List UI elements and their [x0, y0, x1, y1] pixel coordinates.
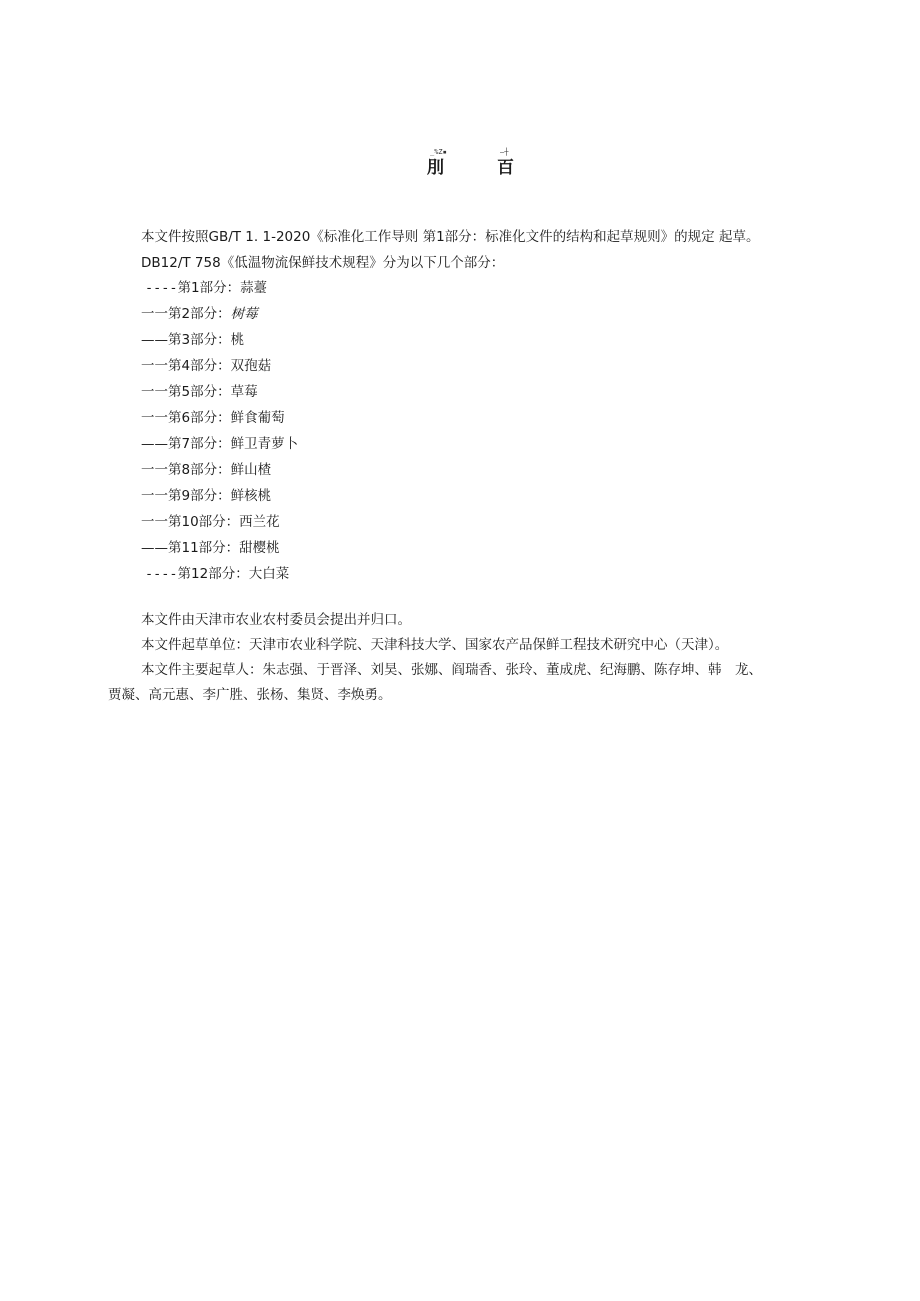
title-char-2: 百	[497, 158, 514, 178]
part-prefix: ----	[145, 280, 178, 296]
title-scan-artifact: —┼	[500, 148, 509, 156]
drafters-line-2: 贾凝、高元惠、李广胜、张杨、集贤、李焕勇。	[108, 687, 392, 703]
part-prefix: 一一	[141, 306, 168, 322]
foreword-title	[0, 148, 920, 188]
part-prefix: 一一	[141, 358, 168, 374]
part-prefix: ——	[141, 540, 168, 556]
part-prefix: 一一	[141, 410, 168, 426]
part-item	[141, 357, 271, 375]
title-char-1: 刖	[427, 158, 444, 178]
part-item	[141, 513, 280, 531]
part-prefix: 一一	[141, 514, 168, 530]
part-item	[141, 435, 298, 453]
part-label: 第6部分：鲜食葡萄	[168, 410, 285, 426]
part-prefix: 一一	[141, 384, 168, 400]
part-prefix: 一一	[141, 488, 168, 504]
part-item	[141, 305, 258, 323]
part-item	[141, 383, 258, 401]
part-label: 第12部分：大白菜	[177, 566, 290, 582]
intro-line-2: DB12/T 758《低温物流保鲜技术规程》分为以下几个部分：	[141, 255, 505, 271]
drafters-line-1: 本文件主要起草人：朱志强、于晋泽、刘昊、张娜、阎瑞香、张玲、董成虎、纪海鹏、陈存坤、韩 龙、	[141, 662, 762, 678]
part-prefix: ——	[141, 332, 168, 348]
part-prefix: ----	[145, 566, 178, 582]
drafting-units: 本文件起草单位：天津市农业科学院、天津科技大学、国家农产品保鲜工程技术研究中心（天津）。	[141, 637, 729, 653]
part-prefix: ——	[141, 436, 168, 452]
part-label: 第9部分：鲜核桃	[168, 488, 272, 504]
intro-line-1: 本文件按照GB/T 1. 1-2020《标准化工作导则 第1部分：标准化文件的结构和起草规则》的规定 起草。	[141, 229, 760, 245]
part-label: 第7部分：鲜卫青萝卜	[168, 436, 299, 452]
part-label: 第11部分：甜樱桃	[168, 540, 280, 556]
part-label: 第8部分：鲜山楂	[168, 462, 272, 478]
part-item	[141, 331, 244, 349]
part-item	[141, 461, 271, 479]
part-item	[141, 487, 271, 505]
part-label: 第1部分：蒜薹	[177, 280, 268, 296]
proposer-statement: 本文件由天津市农业农村委员会提出并归口。	[141, 612, 411, 628]
title-scan-artifact: _%Z▪	[430, 148, 447, 156]
part-item	[145, 279, 267, 297]
part-label: 第2部分：	[168, 306, 231, 322]
part-label: 第3部分：桃	[168, 332, 245, 348]
part-prefix: 一一	[141, 462, 168, 478]
part-name: 树莓	[230, 306, 258, 322]
part-item	[141, 539, 280, 557]
part-label: 第5部分：草莓	[168, 384, 258, 400]
part-item	[145, 565, 289, 583]
part-label: 第10部分：西兰花	[168, 514, 280, 530]
part-item	[141, 409, 285, 427]
part-label: 第4部分：双孢菇	[168, 358, 272, 374]
